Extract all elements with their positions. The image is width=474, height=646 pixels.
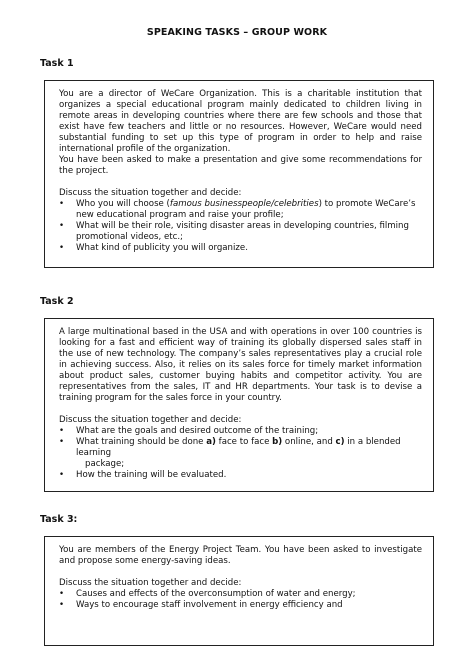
task2-label: Task 2 [40,296,74,307]
bullet-icon: • [59,470,65,480]
list-item: • Causes and effects of the overconsumption of water and energy; [59,589,356,599]
list-item: • Ways to encourage staff involvement in energy efficiency and [59,600,343,610]
list-item: • What kind of publicity you will organize. [59,243,248,253]
task2-paragraph1: A large multinational based in the USA and with operations in over 100 countries is looking for a fast and efficient way of training its globally dispersed sales staff in the use of new technology. The company’s sales representatives play a crucial role in achieving success. Also, it relies on its sales force for timely market information about product sales, customer buying habits and competitor activity. You are representatives from the sales, IT and HR departments. Your task is to devise a training program for the sales force in your country. [59,327,422,403]
list-item: • What are the goals and desired outcome of the training; [59,426,319,436]
task3-discuss: Discuss the situation together and decide: [59,578,242,588]
task2-discuss: Discuss the situation together and decide: [59,415,242,425]
bullet-icon: • [59,600,65,610]
emphasis-text: famous businesspeople/celebrities [169,199,319,209]
task2-bullet-list [59,426,422,481]
task3-paragraph1: You are members of the Energy Project Team. You have been asked to investigate and propose some energy-saving ideas. [59,545,422,566]
bullet-icon: • [59,437,65,447]
task3-bullet-list [59,589,422,611]
list-item: • Who you will choose (famous businesspeople/celebrities) to promote WeCare’s new educational program and raise your profile; [59,199,416,220]
task3-box [44,536,434,646]
bullet-icon: • [59,199,65,209]
list-item-continuation: package; [85,459,125,469]
task1-paragraph1: You are a director of WeCare Organization. This is a charitable institution that organizes a special educational program mainly dedicated to children living in remote areas in developing countries where there are few schools and those that exist have few teachers and little or no resources. However, WeCare would need substantial funding to set up this type of program in order to help and raise international profile of the organization. [59,89,422,154]
task2-box [44,318,434,492]
list-item: • What training should be done a) face to face b) online, and c) in a blended learning [59,437,401,458]
task1-bullet-list [59,199,422,254]
task1-label: Task 1 [40,58,74,69]
list-item: • What will be their role, visiting disaster areas in developing countries, filming promotional videos, etc.; [59,221,409,242]
task1-box [44,80,434,268]
list-item: • How the training will be evaluated. [59,470,227,480]
bullet-icon: • [59,221,65,231]
bullet-icon: • [59,426,65,436]
document-title: SPEAKING TASKS – GROUP WORK [146,27,328,38]
task1-discuss: Discuss the situation together and decide: [59,188,242,198]
task3-label: Task 3: [40,514,78,525]
bullet-icon: • [59,589,65,599]
task1-paragraph2: You have been asked to make a presentation and give some recommendations for the project. [59,155,422,176]
bullet-icon: • [59,243,65,253]
